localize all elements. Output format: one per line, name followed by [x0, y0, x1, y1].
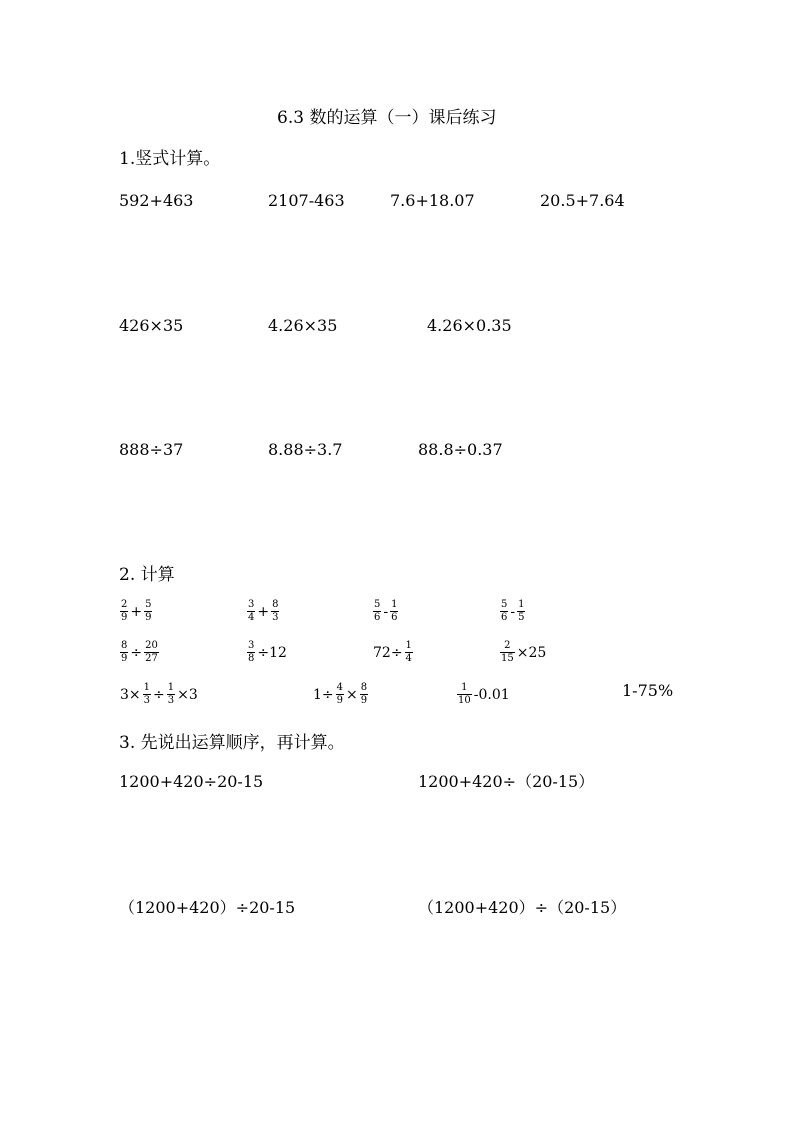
fraction-denominator: 10: [458, 695, 471, 706]
order-expr-4: （1200+420）÷（20-15）: [418, 898, 627, 917]
operator-text: 3×: [120, 686, 141, 703]
fraction-numerator: 5: [501, 599, 508, 610]
operator-text: -: [383, 603, 389, 620]
fraction-expr: [312, 683, 369, 706]
fraction: [500, 600, 508, 623]
fraction-expr: [246, 641, 288, 664]
fraction-denominator: 6: [374, 612, 381, 623]
fraction-denominator: 3: [143, 695, 151, 706]
fraction-denominator: 3: [272, 612, 279, 623]
fraction-numerator: 2: [504, 640, 511, 651]
fraction-expr: [499, 600, 526, 623]
operator-text: ÷: [130, 644, 143, 661]
fraction-numerator: 8: [121, 640, 128, 651]
fraction-denominator: 5: [518, 612, 525, 623]
fraction: [390, 600, 398, 623]
fraction-numerator: 3: [248, 599, 255, 610]
fraction-numerator: 3: [248, 640, 255, 651]
operator-text: -0.01: [473, 686, 510, 703]
fraction-denominator: 9: [336, 695, 344, 706]
fraction-numerator: 1: [405, 640, 412, 651]
expr-1-3: 7.6+18.07: [390, 191, 475, 210]
fraction-denominator: 4: [248, 612, 255, 623]
fraction: [167, 683, 175, 706]
operator-text: ×3: [177, 686, 198, 703]
fraction-denominator: 3: [167, 695, 175, 706]
fraction-expr: [119, 641, 160, 664]
expr-2-3: 4.26×0.35: [427, 316, 512, 335]
fraction: [271, 600, 279, 623]
fraction-denominator: 9: [145, 612, 152, 623]
expr-1-2: 2107-463: [268, 191, 345, 210]
fraction-numerator: 5: [374, 599, 381, 610]
operator-text: -: [510, 603, 516, 620]
fraction-expr: [246, 600, 280, 623]
operator-text: 1-75%: [622, 681, 674, 700]
operator-text: 72÷: [373, 644, 403, 661]
operator-text: +: [257, 603, 270, 620]
fraction: [144, 600, 152, 623]
fraction-numerator: 1: [143, 682, 151, 693]
fraction: [247, 600, 255, 623]
operator-text: ×: [346, 686, 358, 703]
fraction-numerator: 8: [272, 599, 279, 610]
operator-text: +: [130, 603, 143, 620]
fraction-denominator: 8: [248, 653, 255, 664]
fraction: [120, 641, 128, 664]
operator-text: ÷12: [257, 644, 287, 661]
fraction-numerator: 1: [518, 599, 525, 610]
fraction-numerator: 1: [167, 682, 175, 693]
fraction-denominator: 9: [360, 695, 368, 706]
order-expr-3: （1200+420）÷20-15: [119, 898, 296, 917]
expr-2-1: 426×35: [119, 316, 184, 335]
fraction-numerator: 4: [336, 682, 344, 693]
fraction: [144, 641, 159, 664]
fraction: [457, 683, 472, 706]
order-expr-1: 1200+420÷20-15: [119, 772, 264, 791]
fraction-expr: [499, 641, 547, 664]
fraction: [120, 600, 128, 623]
fraction-numerator: 8: [360, 682, 368, 693]
expr-3-1: 888÷37: [119, 440, 184, 459]
section1-heading: 1.竖式计算。: [119, 149, 221, 169]
fraction-expr: [119, 683, 199, 706]
fraction-numerator: 1: [461, 682, 468, 693]
fraction: [405, 641, 413, 664]
expr-3-2: 8.88÷3.7: [268, 440, 343, 459]
fraction: [517, 600, 525, 623]
fraction-expr: [456, 683, 511, 706]
fraction: [336, 683, 344, 706]
expr-1-1: 592+463: [119, 191, 194, 210]
expr-3-3: 88.8÷0.37: [418, 440, 503, 459]
fraction-numerator: 5: [145, 599, 152, 610]
fraction-denominator: 15: [501, 653, 514, 664]
operator-text: ÷: [153, 686, 165, 703]
fraction-expr: [119, 600, 153, 623]
operator-text: 1÷: [313, 686, 334, 703]
fraction-expr: [372, 641, 414, 664]
fraction: [500, 641, 515, 664]
fraction-numerator: 1: [391, 599, 398, 610]
fraction-denominator: 27: [145, 653, 158, 664]
fraction-denominator: 9: [121, 612, 128, 623]
section3-heading: 3. 先说出运算顺序，再计算。: [119, 733, 345, 753]
expr-1-4: 20.5+7.64: [540, 191, 625, 210]
section2-heading: 2. 计算: [119, 565, 175, 585]
fraction-denominator: 6: [391, 612, 398, 623]
fraction-expr: [621, 683, 674, 699]
page-title: 6.3 数的运算（一）课后练习: [277, 108, 497, 128]
fraction: [373, 600, 381, 623]
expr-2-2: 4.26×35: [268, 316, 338, 335]
fraction-numerator: 20: [145, 640, 158, 651]
fraction: [360, 683, 368, 706]
fraction: [247, 641, 255, 664]
operator-text: ×25: [516, 644, 547, 661]
fraction: [143, 683, 151, 706]
order-expr-2: 1200+420÷（20-15）: [418, 772, 595, 791]
fraction-denominator: 6: [501, 612, 508, 623]
fraction-denominator: 9: [121, 653, 128, 664]
fraction-denominator: 4: [405, 653, 412, 664]
fraction-expr: [372, 600, 399, 623]
fraction-numerator: 2: [121, 599, 128, 610]
